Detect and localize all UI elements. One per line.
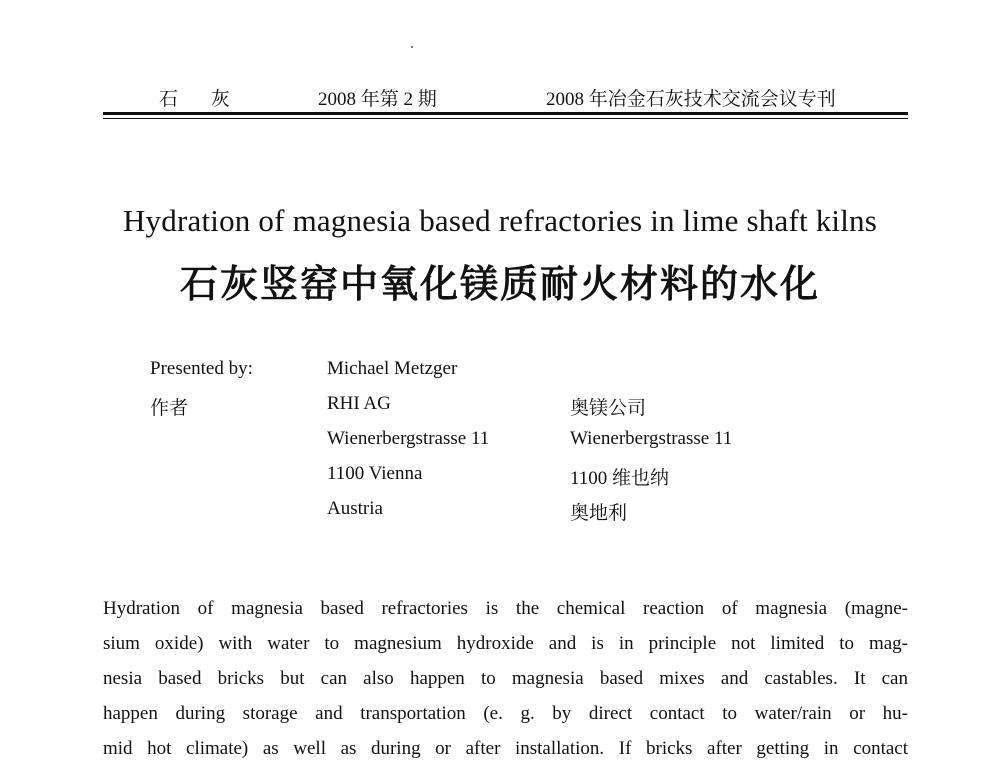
page-mark bbox=[411, 46, 413, 48]
abstract-line: sium oxide) with water to magnesium hydroxide and is in principle not limited to mag- bbox=[103, 633, 908, 654]
header-rule-thin bbox=[103, 118, 908, 119]
country-zh: 奥地利 bbox=[570, 503, 628, 524]
abstract-paragraph bbox=[103, 596, 908, 771]
city-zh: 1100 维也纳 bbox=[570, 468, 670, 489]
special-issue-title: 2008 年冶金石灰技术交流会议专刊 bbox=[546, 89, 836, 110]
author-label-zh: 作者 bbox=[150, 398, 189, 419]
abstract-line: Hydration of magnesia based refractories is the chemical reaction of magnesia (magne- bbox=[103, 598, 908, 619]
abstract-line: nesia based bricks but can also happen to magnesia based mixes and castables. It can bbox=[103, 668, 908, 689]
abstract-line: mid hot climate) as well as during or after installation. If bricks after getting in contact bbox=[103, 738, 908, 759]
country-en: Austria bbox=[327, 498, 383, 519]
company-en: RHI AG bbox=[327, 393, 391, 414]
title-english: Hydration of magnesia based refractories in lime shaft kilns bbox=[122, 203, 878, 238]
journal-name: 石 灰 bbox=[159, 89, 244, 110]
title-chinese: 石灰竖窑中氧化镁质耐火材料的水化 bbox=[179, 262, 820, 306]
issue-number: 2008 年第 2 期 bbox=[318, 89, 437, 110]
street-zh: Wienerbergstrasse 11 bbox=[570, 428, 733, 449]
header-rule-thick bbox=[103, 112, 908, 115]
city-en: 1100 Vienna bbox=[327, 463, 423, 484]
street-en: Wienerbergstrasse 11 bbox=[327, 428, 490, 449]
author-name: Michael Metzger bbox=[327, 358, 458, 379]
company-zh: 奥镁公司 bbox=[570, 398, 647, 419]
running-header bbox=[103, 84, 908, 110]
presented-by-label: Presented by: bbox=[150, 358, 253, 379]
abstract-line: happen during storage and transportation (e. g. by direct contact to water/rain or hu- bbox=[103, 703, 908, 724]
